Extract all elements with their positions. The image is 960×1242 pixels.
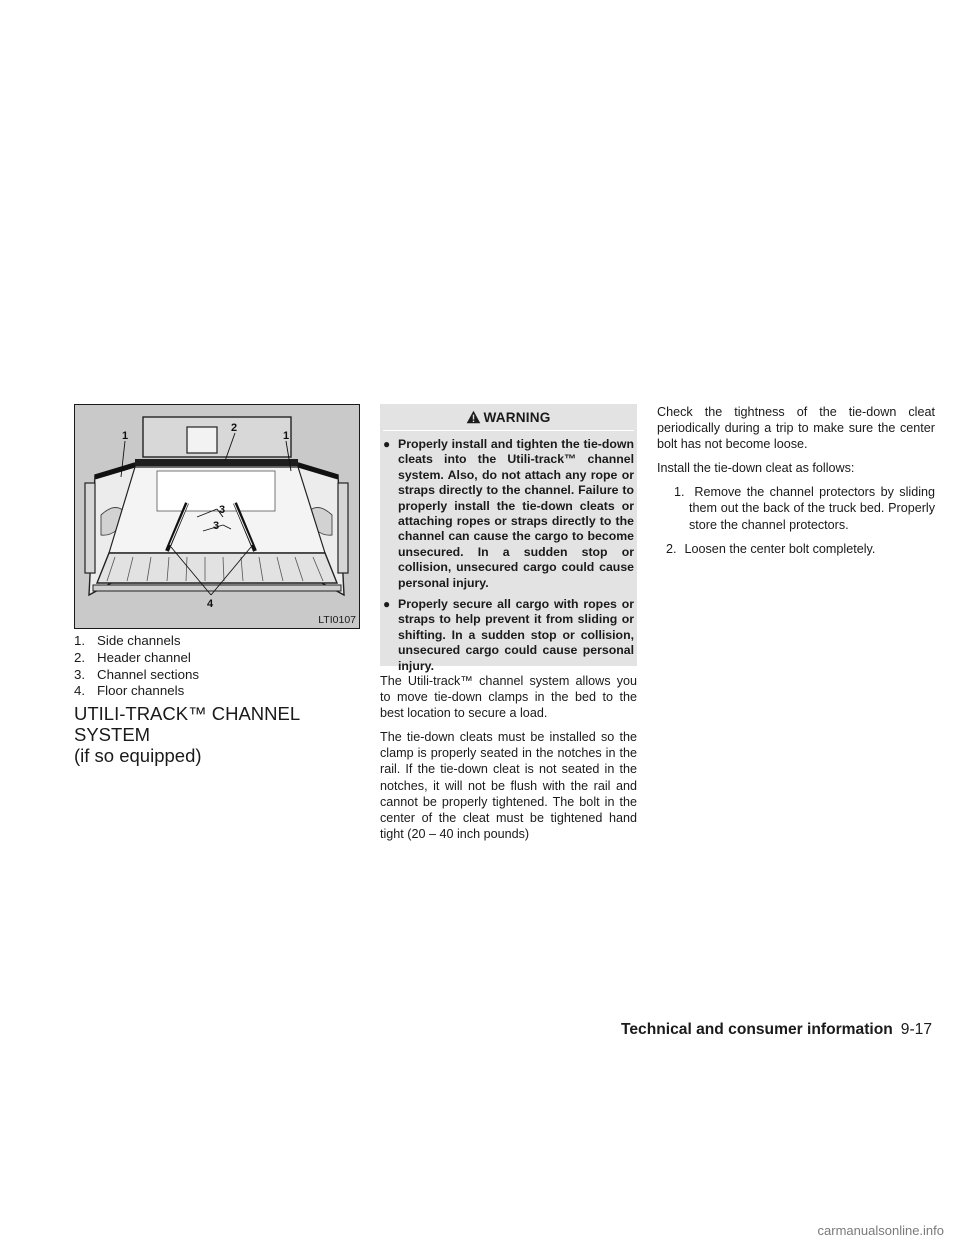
paragraph: The tie-down cleats must be installed so the clamp is properly seated in the notches in the rail. If the tie-down cleat is not seated in the notches, it will not be flush with the rail and cannot be properly tightened. The bolt in the center of the cleat must be tightened hand tight (20 – 40 inch pounds) — [380, 730, 637, 841]
warning-heading: WARNING — [383, 404, 634, 431]
bullet-icon: ● — [383, 597, 391, 612]
chapter-title: Technical and consumer information — [621, 1021, 893, 1038]
callout-3-upper: 3 — [219, 504, 226, 516]
warning-box — [380, 404, 637, 673]
warning-triangle-icon — [466, 410, 481, 424]
section-title: UTILI-TRACK™ CHANNEL SYSTEM (if so equipped) — [74, 703, 300, 766]
watermark-text: carmanualsonline.info — [817, 1223, 944, 1238]
body-text-column-2 — [380, 673, 637, 850]
callout-1-left: 1 — [122, 430, 129, 442]
legend-item: 2. Header channel — [74, 649, 191, 665]
warning-item: ● Properly secure all cargo with ropes or straps to help prevent it from sliding or shifting. In a sudden stop or collision, unsecured cargo could cause personal injury. — [383, 597, 634, 673]
callout-4: 4 — [207, 598, 214, 610]
page-number: 9-17 — [900, 1021, 932, 1038]
page-footer — [621, 1021, 932, 1039]
install-lead: Install the tie-down cleat as follows: — [657, 461, 855, 476]
truck-bed-illustration — [74, 404, 360, 629]
paragraph: Check the tightness of the tie-down cleat periodically during a trip to make sure the center bolt has not become loose. — [657, 405, 935, 452]
warning-list — [383, 437, 634, 674]
body-text-column-3 — [657, 404, 935, 565]
callout-2: 2 — [231, 422, 238, 434]
figure-legend — [74, 633, 364, 700]
bullet-icon: ● — [383, 437, 391, 451]
figure-code: LTI0107 — [318, 614, 356, 626]
legend-item: 1. Side channels — [74, 633, 181, 648]
step-item: 2. Loosen the center bolt completely. — [666, 541, 876, 556]
paragraph: The Utili-track™ channel system allows you to move tie-down clamps in the bed to the best location to secure a load. — [380, 674, 637, 721]
callout-3-lower: 3 — [213, 520, 220, 532]
truck-bed-drawing — [75, 405, 358, 627]
install-steps — [657, 484, 935, 556]
warning-item: ● Properly install and tighten the tie-down cleats into the Utili-track™ channel system. Also, do not attach any rope or straps directly to the channel. Failure to properly install the tie-down cleats or attaching ropes or straps directly to the channel can cause the cargo to become unsecured. In a sudden stop or collision, unsecured cargo could cause personal injury. — [383, 437, 634, 590]
legend-item: 3. Channel sections — [74, 666, 200, 682]
legend-item: 4. Floor channels — [74, 683, 185, 699]
callout-1-right: 1 — [283, 430, 290, 442]
step-item: 1. Remove the channel protectors by sliding them out the back of the truck bed. Properly store the channel protectors. — [674, 485, 936, 532]
